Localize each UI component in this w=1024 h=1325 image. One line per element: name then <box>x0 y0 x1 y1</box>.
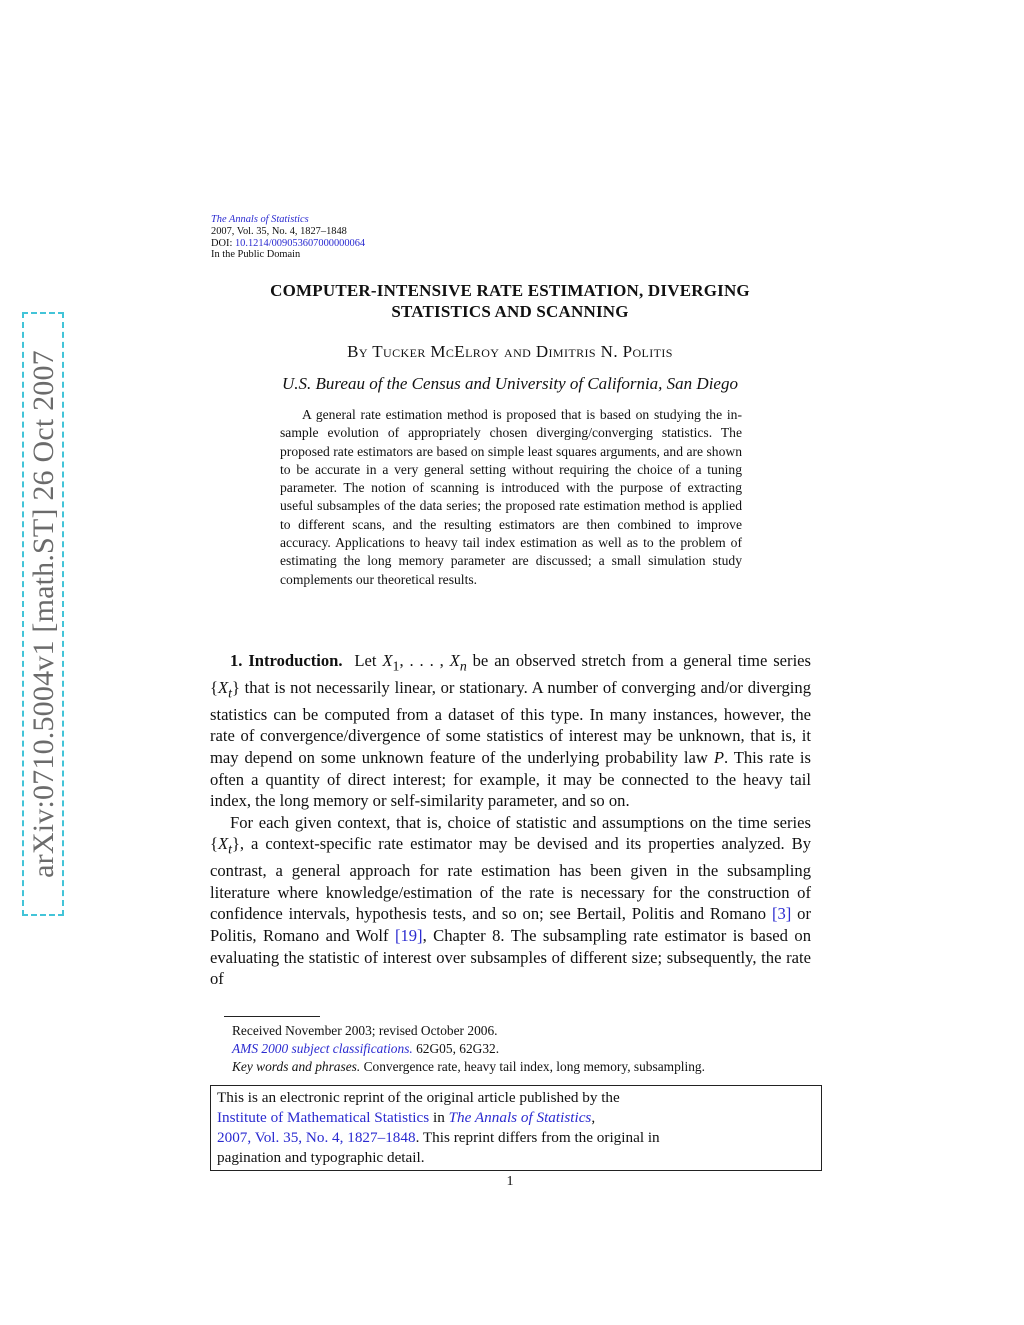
keywords: Convergence rate, heavy tail index, long memory, subsampling. <box>360 1059 705 1074</box>
paper-title <box>210 280 810 322</box>
ams-classifications-link[interactable]: AMS 2000 subject classifications. <box>232 1041 413 1056</box>
math-xt: X <box>217 834 229 854</box>
brace-close: } <box>231 834 240 854</box>
received-date: Received November 2003; revised October 2006. <box>232 1023 498 1038</box>
license-line: In the Public Domain <box>211 249 301 261</box>
reprint-after-issue: . This reprint differs from the original in <box>415 1129 660 1146</box>
math-p: P <box>713 748 724 767</box>
intro-p1-text-c: that is not necessarily linear, or stationary. A number of converging and/or diverging statistics can be computed from a dataset of this type. In many instances, however, the rate of convergence/divergence of some statistics of interest may be unknown, that is, it may depend on some unknown feature of the underlying probability law <box>210 677 811 767</box>
journal-name-link[interactable]: The Annals of Statistics <box>211 214 309 225</box>
abstract: A general rate estimation method is proposed that is based on studying the in-sample evolution of appropriately chosen diverging/converging statistics. The proposed rate estimators are based on simple least squares arguments, and are shown to be accurate in a very general setting without requiring the choice of a tuning parameter. The notion of scanning is introduced with the purpose of extracting useful subsamples of the data series; the proposed rate estimation method is applied to different scans, and the resulting estimators are then combined to improve accuracy. Applications to heavy tail index estimation as well as to the problem of estimating the long memory parameter are discussed; a small simulation study complements our theoretical results. <box>280 407 742 587</box>
volume-line: 2007, Vol. 35, No. 4, 1827–1848 <box>211 225 347 237</box>
math-x1: X <box>382 651 393 670</box>
reprint-in: in <box>429 1109 449 1126</box>
keywords-label: Key words and phrases. <box>232 1059 361 1074</box>
reprint-line-1: This is an electronic reprint of the original article published by the <box>217 1089 620 1106</box>
ims-link[interactable]: Institute of Mathematical Statistics <box>217 1109 430 1126</box>
math-xt-subscript: t <box>228 685 232 701</box>
doi-label: DOI: <box>211 237 235 249</box>
math-xt: X <box>217 677 229 697</box>
arxiv-identifier[interactable]: arXiv:0710.5004v1 [math.ST] 26 Oct 2007 <box>27 350 60 878</box>
intro-p2-text-b: , a context-specific rate estimator may be devised and its properties analyzed. By contrast, a general approach for rate estimation has been given in the subsampling literature where knowledge/estimation of the rate is necessary for the construction of confidence intervals, hypothesis tests, and so on; see Bertail, Politis and Romano <box>210 834 811 924</box>
brace-open: { <box>210 834 218 854</box>
journal-link[interactable]: The Annals of Statistics <box>448 1109 592 1126</box>
citation-link-3[interactable]: [3] <box>771 904 792 924</box>
author-affiliation: U.S. Bureau of the Census and University of California, San Diego <box>282 374 738 393</box>
doi-link[interactable]: 10.1214/009053607000000064 <box>234 237 366 249</box>
math-dots: , . . . , <box>399 651 450 670</box>
title-line-1: COMPUTER-INTENSIVE RATE ESTIMATION, DIVERGING <box>270 281 750 300</box>
intro-p2-text-a: For each given context, that is, choice of statistic and assumptions on the time series <box>230 812 811 832</box>
section-heading: 1. Introduction. <box>230 651 343 670</box>
intro-p2-text-d: , Chapter 8. The subsampling rate estimator is based on evaluating the statistic of interest over subsamples of different size; subsequently, the rate of <box>210 926 811 989</box>
reprint-comma: , <box>591 1109 596 1126</box>
journal-metadata <box>211 214 365 261</box>
intro-p1-text-a: Let <box>354 651 383 670</box>
math-xn: X <box>449 651 460 670</box>
reprint-line-4: pagination and typographic detail. <box>217 1149 425 1166</box>
brace-open: { <box>210 677 218 697</box>
issue-link[interactable]: 2007, Vol. 35, No. 4, 1827–1848 <box>217 1129 416 1146</box>
title-line-2: STATISTICS AND SCANNING <box>391 302 629 321</box>
reprint-notice-box <box>210 1085 822 1171</box>
intro-p1-text-d: . This rate is often a quantity of direct interest; for example, it may be connected to the heavy tail index, the long memory or self-similarity parameter, and so on. <box>210 748 811 811</box>
section-introduction <box>210 650 811 990</box>
math-xt-subscript: t <box>228 841 232 857</box>
intro-paragraph-1 <box>210 650 811 812</box>
ams-codes: 62G05, 62G32. <box>412 1041 500 1056</box>
math-xn-subscript: n <box>459 658 467 674</box>
paper-authors: By Tucker McElroy and Dimitris N. Politis <box>347 342 673 361</box>
citation-link-19[interactable]: [19] <box>394 926 423 946</box>
intro-p2-text-c: or Politis, Romano and Wolf <box>210 904 811 946</box>
footnote-divider <box>224 1016 320 1017</box>
intro-p1-text-b: be an observed stretch from a general time series <box>466 651 811 670</box>
page-number: 1 <box>506 1174 514 1189</box>
math-x1-subscript: 1 <box>392 658 400 674</box>
footnotes <box>232 1022 812 1076</box>
brace-close: } <box>231 677 240 697</box>
intro-paragraph-2 <box>210 812 811 990</box>
